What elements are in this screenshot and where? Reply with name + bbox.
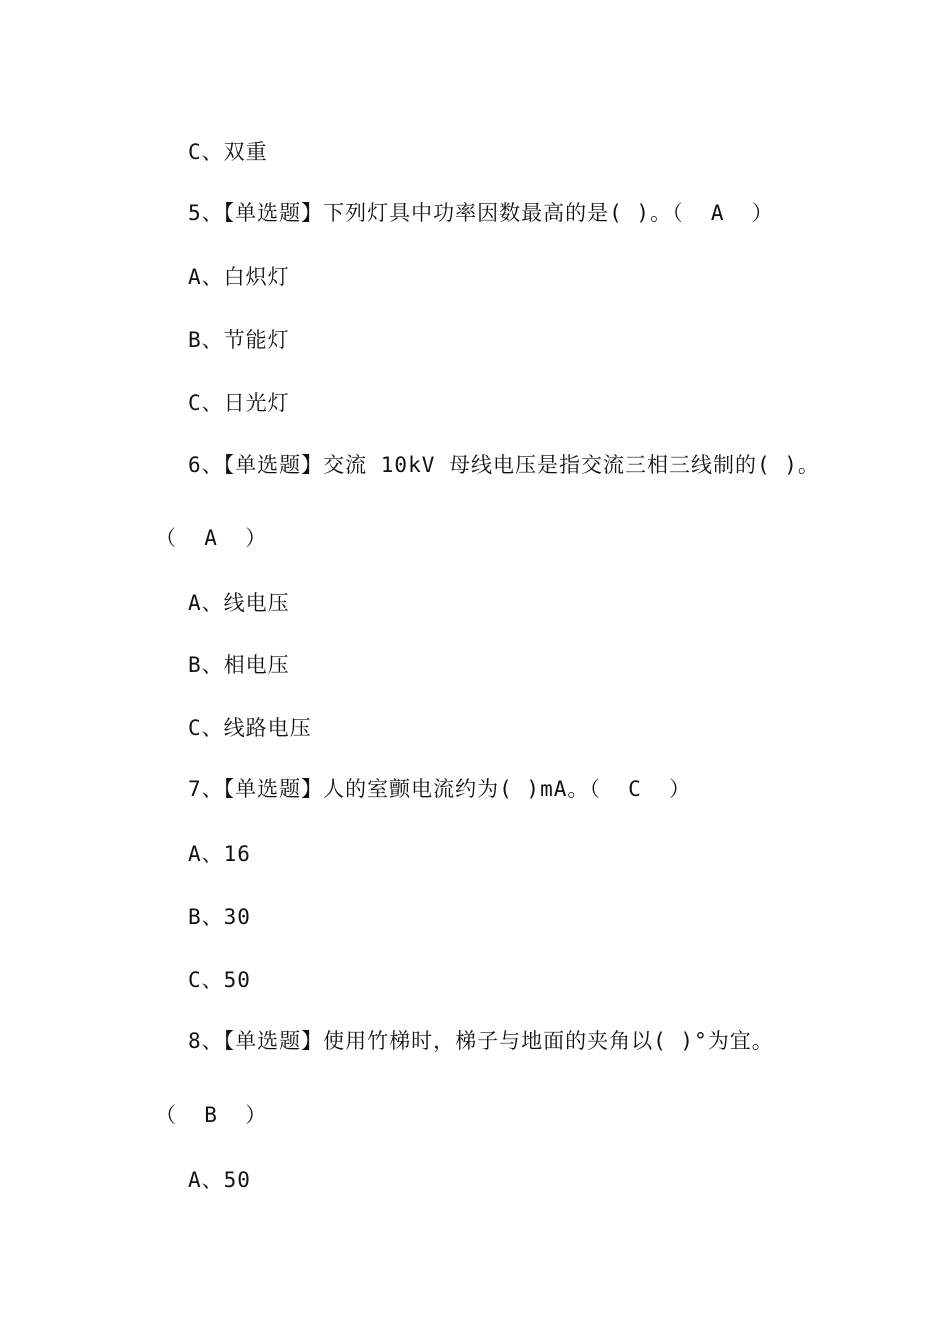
option-line: B、30 (188, 905, 251, 929)
answer-line: （ A ） (155, 526, 268, 550)
option-line: B、相电压 (188, 653, 290, 677)
question-line: 5、【单选题】下列灯具中功率因数最高的是( )。（ A ） (188, 201, 774, 225)
option-line: A、白炽灯 (188, 265, 290, 289)
question-line: 8、【单选题】使用竹梯时，梯子与地面的夹角以( )°为宜。 (188, 1029, 774, 1053)
option-line: C、50 (188, 968, 251, 992)
option-line: A、线电压 (188, 591, 290, 615)
question-line: 7、【单选题】人的室颤电流约为( )mA。（ C ） (188, 777, 692, 801)
option-line: A、16 (188, 842, 251, 866)
option-line: C、线路电压 (188, 716, 312, 740)
option-line: B、节能灯 (188, 328, 290, 352)
option-line: A、50 (188, 1168, 251, 1192)
option-line: C、双重 (188, 140, 268, 164)
option-line: C、日光灯 (188, 391, 290, 415)
question-line: 6、【单选题】交流 10kV 母线电压是指交流三相三线制的( )。 (188, 453, 820, 477)
answer-line: （ B ） (155, 1103, 268, 1127)
